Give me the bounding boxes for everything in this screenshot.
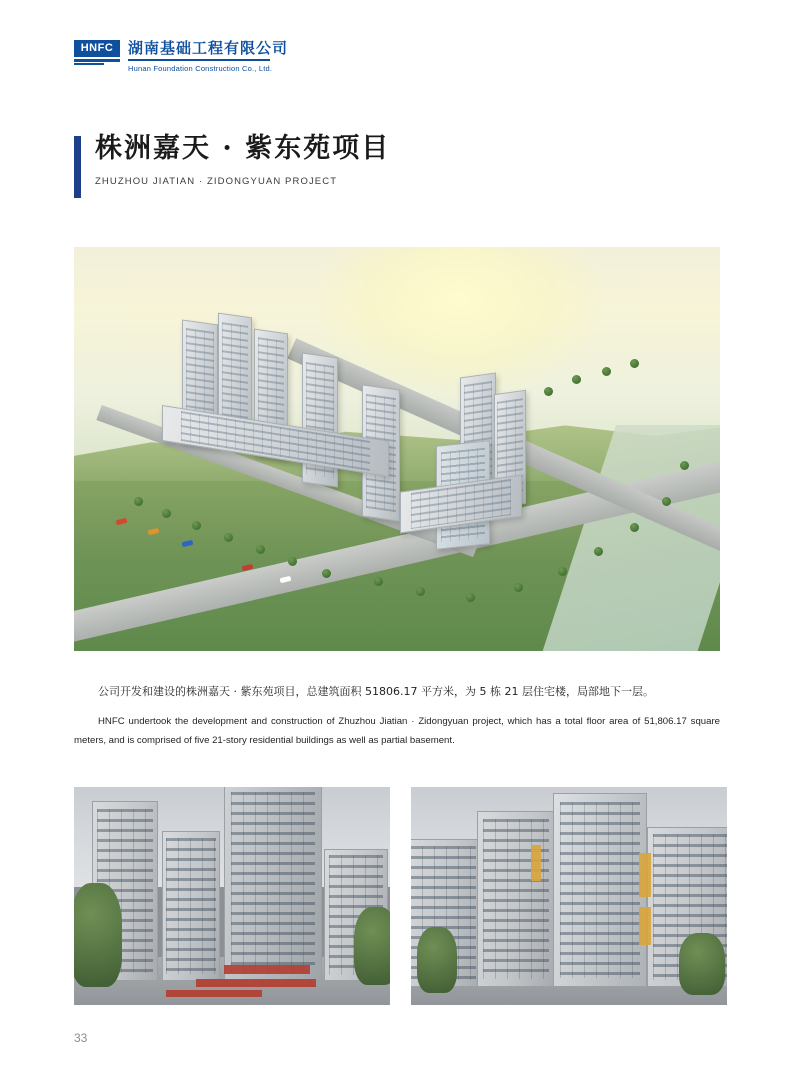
tree — [192, 521, 201, 530]
tree — [630, 523, 639, 532]
tree — [558, 567, 567, 576]
tree — [322, 569, 331, 578]
photo-building-center — [162, 831, 220, 981]
hnfc-logo-icon — [74, 40, 120, 66]
logo-divider — [128, 59, 270, 61]
company-name-group — [128, 40, 288, 73]
page-title-block — [74, 132, 390, 198]
photo-facade-right — [411, 787, 727, 1005]
photo-accent-panel-3 — [531, 845, 541, 881]
page-number: 33 — [74, 1031, 88, 1045]
photo-tree — [679, 933, 725, 995]
page-subtitle: ZHUZHOU JIATIAN · ZIDONGYUAN PROJECT — [95, 176, 338, 187]
tree — [514, 583, 523, 592]
tree — [224, 533, 233, 542]
title-accent-bar — [74, 136, 81, 198]
logo-bar-secondary — [74, 63, 104, 65]
tree — [256, 545, 265, 554]
tree — [572, 375, 581, 384]
description-english-text: HNFC undertook the development and construction of Zhuzhou Jiatian · Zidongyuan project, which has a total floor area of 51,806.17 square meters, and is comprised of five 21-story residential buildings as well as partial basement. — [74, 716, 720, 746]
company-name-en: Hunan Foundation Construction Co., Ltd. — [128, 63, 273, 73]
tree — [594, 547, 603, 556]
tree — [288, 557, 297, 566]
description-english — [74, 712, 720, 750]
photo-shop-sign-3 — [166, 990, 262, 997]
title-texts — [95, 132, 390, 187]
logo-bar-primary — [74, 59, 120, 62]
photo-street-view-left — [74, 787, 390, 1005]
page-title: 株洲嘉天 · 紫东苑项目 — [95, 133, 391, 164]
tree — [134, 497, 143, 506]
tree — [162, 509, 171, 518]
tree — [374, 577, 383, 586]
photo-facade-center — [477, 811, 555, 987]
tree — [602, 367, 611, 376]
company-name-cn: 湖南基础工程有限公司 — [128, 39, 289, 57]
photo-building-right — [224, 787, 322, 981]
hero-rendering-image — [74, 247, 720, 651]
photo-tree — [417, 927, 457, 993]
tree — [680, 461, 689, 470]
tree — [630, 359, 639, 368]
tree — [466, 593, 475, 602]
tree — [416, 587, 425, 596]
photo-accent-panel-1 — [639, 853, 651, 897]
photo-tree — [74, 883, 122, 987]
photo-facade-main — [553, 793, 647, 987]
photo-tree — [354, 907, 390, 985]
photo-accent-panel-2 — [639, 907, 651, 945]
description-chinese: 公司开发和建设的株洲嘉天 · 紫东苑项目，总建筑面积 51806.17 平方米，为 5 栋 21 层住宅楼，局部地下一层。 — [98, 685, 654, 698]
photo-shop-sign-2 — [196, 979, 316, 987]
tree — [662, 497, 671, 506]
company-logo — [74, 40, 288, 73]
tree — [544, 387, 553, 396]
photo-shop-sign-1 — [224, 965, 310, 974]
logo-mark-text: HNFC — [74, 40, 120, 57]
